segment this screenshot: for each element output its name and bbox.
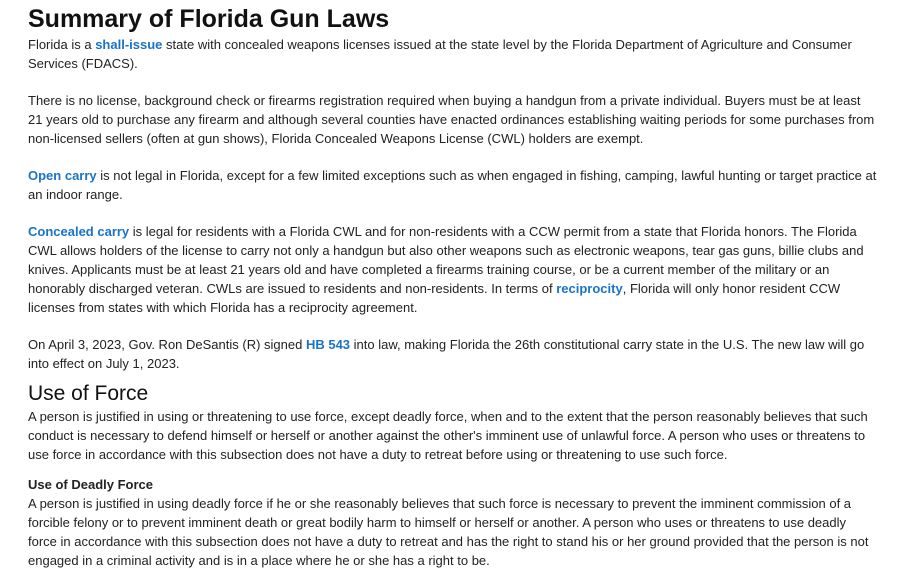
deadly-force-paragraph: A person is justified in using deadly force if he or she reasonably believes that such force is necessary to prevent the imminent commission of a forcible felony or to prevent imminent death or great bodily harm to himself or herself or another. A person who uses or threatens to use deadly force in accordance with this subsection does not have a duty to retreat and has the right to stand his or her ground provided that the person is not engaged in a criminal activity and is in a place where he or she has a right to be. [28, 496, 869, 568]
deadly-force-section [28, 475, 878, 570]
concealed-carry-link[interactable]: Concealed carry [28, 224, 130, 239]
open-carry-paragraph [28, 166, 878, 204]
reciprocity-link[interactable]: reciprocity [556, 281, 623, 296]
concealed-carry-text: is legal for residents with a Florida CWL and for non-residents with a CCW permit from a state that Florida honors. The Florida CWL allows holders of the license to carry not only a handgun but also other weapons such as electronic weapons, tear gas guns, billie clubs and knives. Applicants must be at least 21 years old and have completed a firearms training course, or be a current member of the military or an honorably discharged veteran. CWLs are issued to residents and non-residents. In terms of [28, 224, 864, 296]
intro-text-after: state with concealed weapons licenses issued at the state level by the Florida Department of Agriculture and Consumer Services (FDACS). [28, 37, 852, 71]
concealed-carry-text-end: , Florida will only honor resident CCW licenses from states with which Florida has a reciprocity agreement. [28, 281, 841, 315]
open-carry-text: is not legal in Florida, except for a few limited exceptions such as when engaged in fishing, camping, lawful hunting or target practice at an indoor range. [28, 168, 877, 202]
hb543-text-before: On April 3, 2023, Gov. Ron DeSantis (R) signed [28, 337, 306, 352]
concealed-carry-paragraph [28, 222, 878, 317]
page-title: Summary of Florida Gun Laws [28, 5, 390, 33]
hb543-text-after: into law, making Florida the 26th constitutional carry state in the U.S. The new law will go into effect on July 1, 2023. [28, 337, 865, 371]
use-of-force-paragraph: A person is justified in using or threatening to use force, except deadly force, when and to the extent that the person reasonably believes that such conduct is necessary to defend himself or herself or another against the other's imminent use of unlawful force. A person who uses or threatens to use force in accordance with this subsection does not have a duty to retreat before using or threatening to use such force. [28, 409, 868, 462]
shall-issue-link[interactable]: shall-issue [95, 37, 163, 52]
deadly-force-heading: Use of Deadly Force [28, 477, 153, 492]
use-of-force-section [28, 381, 878, 464]
hb543-paragraph [28, 335, 878, 373]
article-content [28, 0, 878, 570]
open-carry-link[interactable]: Open carry [28, 168, 97, 183]
purchase-paragraph: There is no license, background check or firearms registration required when buying a handgun from a private individual. Buyers must be at least 21 years old to purchase any firearm and although several counties have enacted ordinances establishing waiting periods for some purchases from non-licensed sellers (often at gun shows), Florida Concealed Weapons License (CWL) holders are exempt. [28, 93, 875, 146]
hb543-link[interactable]: HB 543 [305, 337, 351, 352]
intro-text-before: Florida is a [28, 37, 96, 52]
use-of-force-heading: Use of Force [28, 382, 149, 405]
intro-paragraph [28, 35, 878, 73]
